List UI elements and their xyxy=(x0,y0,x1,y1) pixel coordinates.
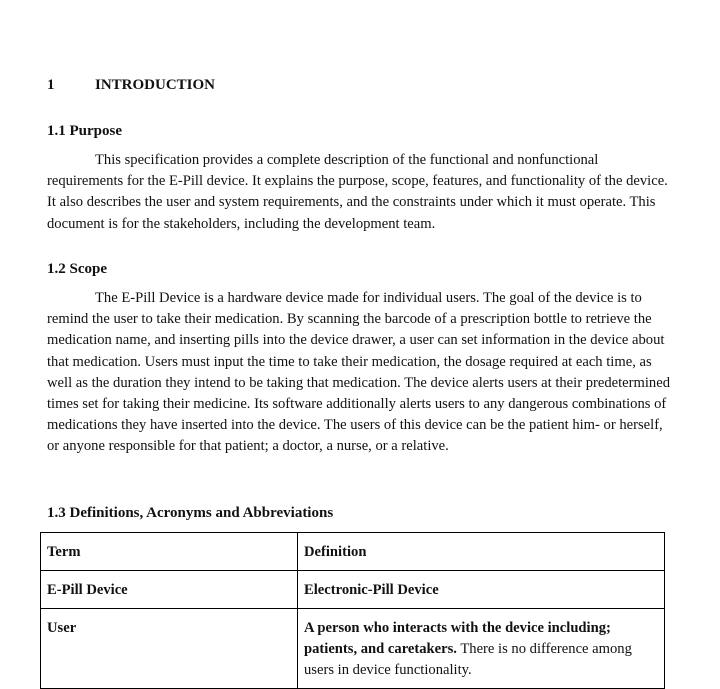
definition-bold-text: Electronic-Pill Device xyxy=(304,582,439,598)
definition-bold-text: A person who interacts with the device including; patients, and caretakers. xyxy=(304,620,611,657)
purpose-heading: 1.1 Purpose xyxy=(47,123,122,139)
header-term-cell: Term xyxy=(41,533,298,571)
term-cell: User xyxy=(41,609,298,689)
header-definition-cell: Definition xyxy=(298,533,665,571)
section-title: INTRODUCTION xyxy=(95,77,216,93)
purpose-paragraph: This specification provides a complete description of the functional and nonfunctional requirements for the E-Pill device. It explains the purpose, scope, features, and functionality of the device. It also describes the user and system requirements, and the constraints under which it must operate. This document is for the stakeholders, including the development team. xyxy=(47,152,668,232)
definition-cell xyxy=(298,571,665,609)
scope-paragraph: The E-Pill Device is a hardware device made for individual users. The goal of the device is to remind the user to take their medication. By scanning the barcode of a prescription bottle to retrieve the medication name, and inserting pills into the device drawer, a user can set information in the device about that medication. Users must input the time to take their medication, the dosage required at each time, as well as the duration they intend to be taking that medication. The device alerts users at their predetermined times set for taking their medicine. Its software additionally alerts users to any dangerous combinations of medications they have inserted into the device. The users of this device can be the patient him- or herself, or anyone responsible for that patient; a doctor, a nurse, or a relative. xyxy=(47,290,670,455)
definition-cell xyxy=(298,609,665,689)
definitions-heading: 1.3 Definitions, Acronyms and Abbreviations xyxy=(47,505,334,521)
table-row xyxy=(41,609,665,689)
scope-heading: 1.2 Scope xyxy=(47,261,107,277)
definition-text: There is no difference among users in device functionality. xyxy=(304,641,632,678)
term-cell: E-Pill Device xyxy=(41,571,298,609)
table-row xyxy=(41,571,665,609)
table-header-row xyxy=(41,533,665,571)
definitions-table xyxy=(40,532,665,689)
section-number: 1 xyxy=(47,77,55,93)
section-heading xyxy=(47,77,215,94)
